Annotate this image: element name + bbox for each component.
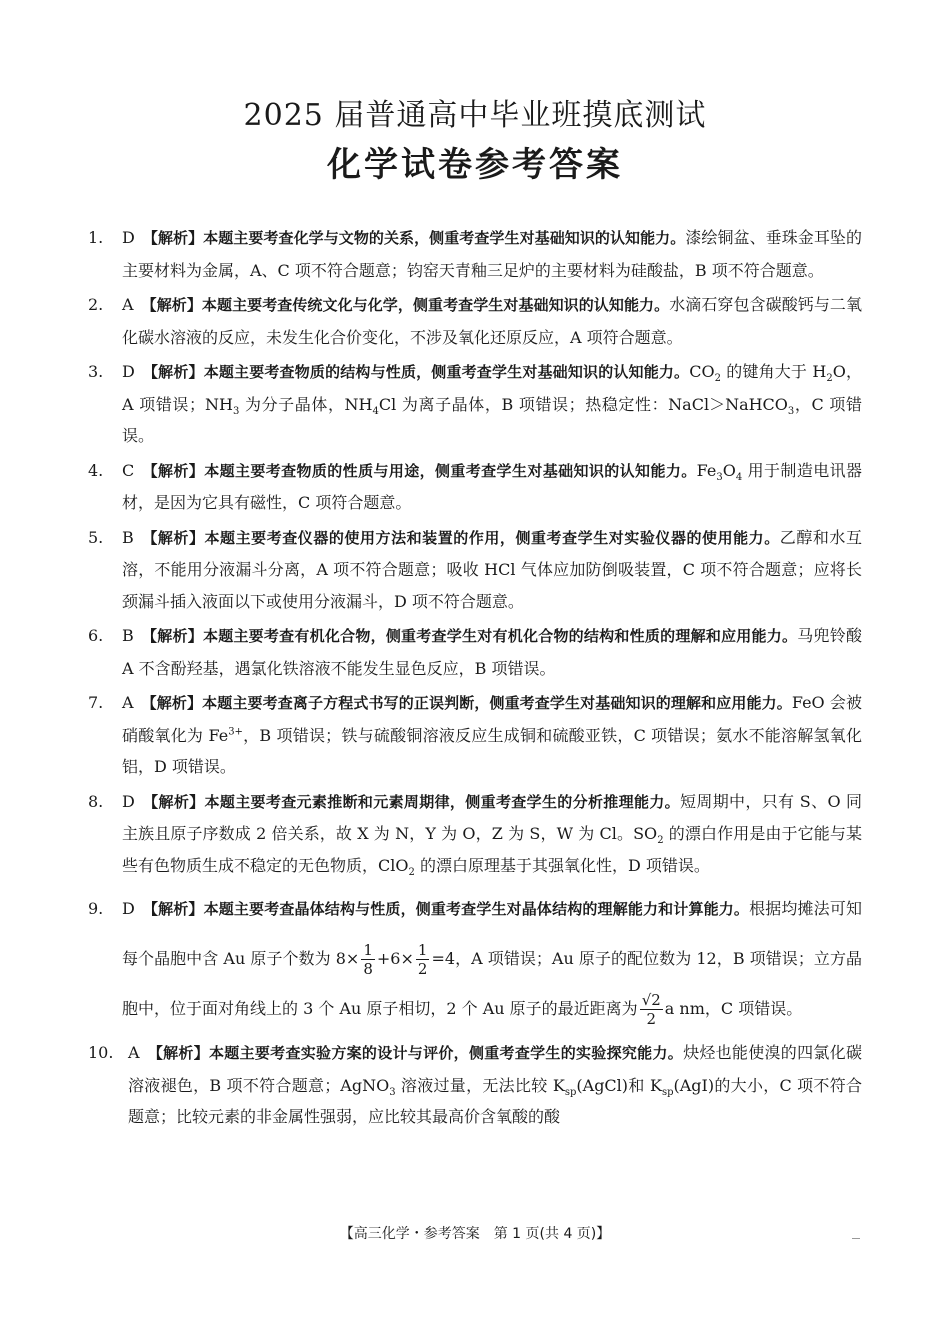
page-footer: 【高三化学・参考答案 第 1 页(共 4 页)】 xyxy=(339,1226,611,1242)
item-answer: B xyxy=(122,527,134,547)
item-explanation: FeO 会被硝酸氧化为 $Fe^{3+}$，B 项错误；铁与硫酸铜溶液反应生成铜和硫酸亚铁，C 项错误；氨水不能溶解氢氧化铝，D 项错误。 xyxy=(122,693,862,776)
answer-item-1 xyxy=(88,222,862,286)
item-explanation: 马兜铃酸 A 不含酚羟基，遇氯化铁溶液不能发生显色反应，B 项错误。 xyxy=(122,626,862,678)
answer-item-6 xyxy=(88,620,862,684)
item-explanation: $Fe_3O_4$ 用于制造电讯器材，是因为它具有磁性，C 项符合题意。 xyxy=(122,460,862,512)
item-number: 9. xyxy=(88,899,104,918)
item-answer: D xyxy=(122,228,135,247)
item-analysis-heading: 【解析】本题主要考查晶体结构与性质，侧重考查学生对晶体结构的理解能力和计算能力。 xyxy=(142,900,750,918)
answer-item-5 xyxy=(88,522,862,618)
item-answer: D xyxy=(122,791,135,811)
item-explanation: 漆绘铜盆、垂珠金耳坠的主要材料为金属，A、C 项不符合题意；钧窑天青釉三足炉的主要材料为硅酸盐，B 项不符合题意。 xyxy=(122,228,862,280)
document-title: 化学试卷参考答案 xyxy=(327,145,623,185)
scan-mark xyxy=(852,1238,860,1239)
item-answer: D xyxy=(122,362,135,381)
item-number: 1. xyxy=(88,228,104,247)
answer-item-10 xyxy=(88,1037,862,1133)
answer-item-4 xyxy=(88,455,862,519)
fraction-sqrt2-over-2: $\frac{√2}{2}$ xyxy=(641,991,661,1028)
item-analysis-heading: 【解析】本题主要考查化学与文物的关系，侧重考查学生对基础知识的认知能力。 xyxy=(142,229,686,247)
answer-item-3 xyxy=(88,356,862,452)
answer-list xyxy=(88,222,862,1136)
item-answer: A xyxy=(122,693,134,712)
item-analysis-heading: 【解析】本题主要考查元素推断和元素周期律，侧重考查学生的分析推理能力。 xyxy=(142,792,681,811)
item-number: 8. xyxy=(88,791,104,811)
item-answer: A xyxy=(128,1043,140,1062)
item-analysis-heading: 【解析】本题主要考查仪器的使用方法和装置的作用，侧重考查学生对实验仪器的使用能力。 xyxy=(141,528,780,547)
item-answer: D xyxy=(122,899,135,918)
item-number: 4. xyxy=(88,460,104,480)
item-explanation: 根据均摊法可知每个晶胞中含 Au 原子个数为 8× $\frac{1}{8}$ +6× $\frac{1}{2}$ =4，A 项错误；Au 原子的配位数为 12，B 项错误；立方晶胞中，位于面对角线上的 3 个 Au 原子相切，2 个 Au 原子的最近距离为 $\frac{√2}{2}$ a nm，C 项错误。 xyxy=(122,899,862,1028)
answer-item-8 xyxy=(88,786,862,882)
item-explanation: 短周期中，只有 S、O 同主族且原子序数成 2 倍关系，故 X 为 N，Y 为 O，Z 为 S，W 为 Cl。$SO_2$ 的漂白作用是由于它能与某些有色物质生成不稳定的无色物质，ClO$_2$ 的漂白原理基于其强氧化性，D 项错误。 xyxy=(122,791,862,878)
item-explanation: 乙醇和水互溶，不能用分液漏斗分离，A 项不符合题意；吸收 HCl 气体应加防倒吸装置，C 项不符合题意；应将长颈漏斗插入液面以下或使用分液漏斗，D 项不符合题意。 xyxy=(122,527,862,611)
item-explanation: 炔烃也能使溴的四氯化碳溶液褪色，B 项不符合题意；AgNO$_3$ 溶液过量，无法比较 $K_{sp}(AgCl)$和 $K_{sp}(AgI)$的大小，C 项不符合题意；比较元素的非金属性强弱，应比较其最高价含氧酸的酸 xyxy=(128,1043,862,1126)
item-explanation: 水滴石穿包含碳酸钙与二氧化碳水溶液的反应，未发生化合价变化，不涉及氧化还原反应，A 项符合题意。 xyxy=(122,295,862,347)
item-answer: A xyxy=(122,295,134,314)
item-explanation: $CO_2$ 的键角大于 $H_2O$，A 项错误；$NH_3$ 为分子晶体，$NH_4Cl$ 为离子晶体，B 项错误；热稳定性：NaCl＞NaHCO$_3$，C 项错误。 xyxy=(122,362,862,445)
item-analysis-heading: 【解析】本题主要考查物质的结构与性质，侧重考查学生对基础知识的认知能力。 xyxy=(142,363,690,381)
item-analysis-heading: 【解析】本题主要考查传统文化与化学，侧重考查学生对基础知识的认知能力。 xyxy=(141,296,670,314)
item-number: 5. xyxy=(88,527,104,547)
item-analysis-heading: 【解析】本题主要考查物质的性质与用途，侧重考查学生对基础知识的认知能力。 xyxy=(142,461,697,480)
item-answer: B xyxy=(122,626,134,645)
item-number: 6. xyxy=(88,626,104,645)
item-analysis-heading: 【解析】本题主要考查实验方案的设计与评价，侧重考查学生的实验探究能力。 xyxy=(147,1044,684,1062)
fraction-one-half: $\frac{1}{2}$ xyxy=(417,941,428,978)
item-number: 10. xyxy=(88,1043,114,1062)
item-answer: C xyxy=(122,460,135,480)
item-analysis-heading: 【解析】本题主要考查离子方程式书写的正误判断，侧重考查学生对基础知识的理解和应用能力。 xyxy=(141,694,792,712)
item-number: 7. xyxy=(88,693,104,712)
answer-item-7 xyxy=(88,687,862,783)
exam-title: 2025 届普通高中毕业班摸底测试 xyxy=(243,98,707,133)
item-number: 2. xyxy=(88,295,104,314)
fraction-one-eighth: $\frac{1}{8}$ xyxy=(363,941,373,978)
answer-item-9 xyxy=(88,884,862,1034)
answer-item-2 xyxy=(88,289,862,353)
item-analysis-heading: 【解析】本题主要考查有机化合物，侧重考查学生对有机化合物的结构和性质的理解和应用能力。 xyxy=(141,627,798,645)
item-number: 3. xyxy=(88,362,104,381)
